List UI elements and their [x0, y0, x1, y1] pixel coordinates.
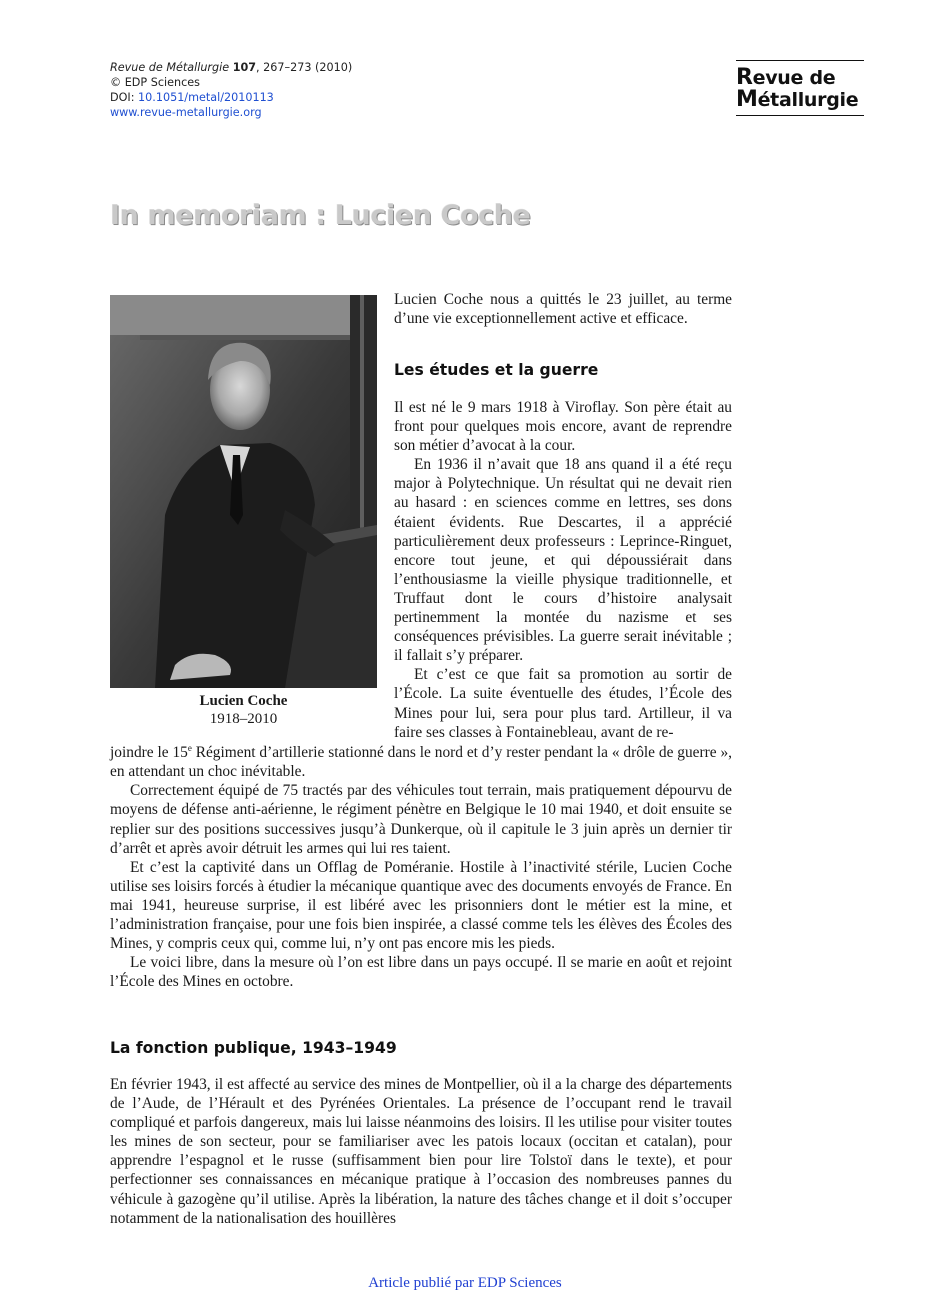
section-heading-fonction-publique: La fonction publique, 1943–1949	[110, 1039, 397, 1057]
logo-line-2: Métallurgie	[736, 87, 859, 112]
doi-link[interactable]: 10.1051/metal/2010113	[138, 91, 274, 104]
pages-year: , 267–273 (2010)	[256, 61, 353, 74]
publisher-footer[interactable]: Article publié par EDP Sciences	[368, 1275, 562, 1291]
portrait-photo	[110, 295, 377, 688]
article-title: In memoriam : Lucien Coche	[110, 200, 531, 231]
narrow-column-text	[394, 398, 732, 742]
intro-paragraph: Lucien Coche nous a quittés le 23 juillet, au terme d’une vie exceptionnellement active et efficace.	[394, 291, 732, 328]
paragraph: Correctement équipé de 75 tractés par des véhicules tout terrain, mais pratiquement dépourvu de moyens de défense anti-aérienne, le régiment pénètre en Belgique le 10 mai 1940, et doit ensuite se replier sur des positions successives jusqu’à Dunkerque, où il capitule le 3 juin après un dernier tir d’arrêt et après avoir détruit les armes qui lui res taient.	[110, 782, 732, 857]
volume-number: 107	[232, 61, 257, 74]
journal-logo	[736, 60, 864, 116]
paragraph: Et c’est la captivité dans un Offlag de Poméranie. Hostile à l’inactivité stérile, Lucien Coche utilise ses loisirs forcés à étudier la mécanique quantique avec des documents envoyés de France. En mai 1941, heureuse surprise, il est libéré avec les prisonniers dont le métier est la mine, et l’administration française, pour une fois bien inspirée, a classé comme tels les élèves des Écoles des Mines, y compris ceux qui, comme lui, n’y ont pas encore mis les pieds.	[110, 858, 732, 953]
doi-line	[110, 90, 352, 105]
caption-years: 1918–2010	[209, 711, 278, 727]
section-heading-etudes: Les études et la guerre	[394, 361, 599, 379]
paragraph: En février 1943, il est affecté au service des mines de Montpellier, où il a la charge des départements de l’Aude, de l’Hérault et des Pyrénées Orientales. La présence de l’occupant rend le travail compliqué et parfois dangereux, mais lui laisse néanmoins des loisirs. Il les utilise pour visiter toutes les mines de son secteur, pour se familiariser avec les patois locaux (occitan et catalan), pour apprendre l’espagnol et le russe (suffisamment bien pour lire Tolstoï dans le texte), et pour perfectionner ses connaissances en mécanique pratique à l’occasion des nombreuses pannes du véhicule à gazogène qu’il utilise. Après la libération, la nature des tâches change et il doit s’occuper notamment de la nationalisation des houillères	[110, 1076, 732, 1227]
journal-url-link[interactable]: www.revue-metallurgie.org	[110, 106, 262, 119]
caption-name: Lucien Coche	[199, 693, 288, 709]
photo-caption	[110, 692, 377, 728]
paragraph: Il est né le 9 mars 1918 à Viroflay. Son père était au front pour quelques mois encore, avant de reprendre son métier d’avocat à la cour.	[394, 399, 732, 455]
logo-line-1: Revue de	[736, 65, 836, 90]
paragraph: En 1936 il n’avait que 18 ans quand il a été reçu major à Polytechnique. Un résultat qui ne devait rien au hasard : en sciences comme en lettres, ses dons étaient évidents. Rue Descartes, il a apprécié particulièrement deux professeurs : Leprince-Ringuet, encore tout jeune, et qui dépoussiérait dans l’enthousiasme la vieille physique traditionnelle, et Truffaut dont le cours d’histoire analysait pertinemment la montée du nazisme et ses conséquences prévisibles. La guerre serait inévitable ; il fallait s’y préparer.	[394, 456, 732, 665]
paragraph: Et c’est ce que fait sa promotion au sortir de l’École. La suite éventuelle des études, l’École des Mines pour lui, sera pour plus tard. Artilleur, il va faire ses classes à Fontainebleau, avant de re-	[394, 666, 732, 741]
copyright-line: © EDP Sciences	[110, 76, 200, 89]
paragraph: joindre le 15e Régiment d’artillerie stationné dans le nord et d’y rester pendant la « drôle de guerre », en attendant un choc inévitable.	[110, 743, 732, 781]
paragraph: Le voici libre, dans la mesure où l’on est libre dans un pays occupé. Il se marie en août et rejoint l’École des Mines en octobre.	[110, 954, 732, 991]
article-metadata	[110, 60, 352, 120]
journal-name: Revue de Métallurgie	[110, 61, 230, 74]
doi-label: DOI:	[110, 91, 139, 104]
citation-line	[110, 60, 352, 75]
section-2-text	[110, 1075, 732, 1228]
wide-column-text	[110, 739, 732, 991]
